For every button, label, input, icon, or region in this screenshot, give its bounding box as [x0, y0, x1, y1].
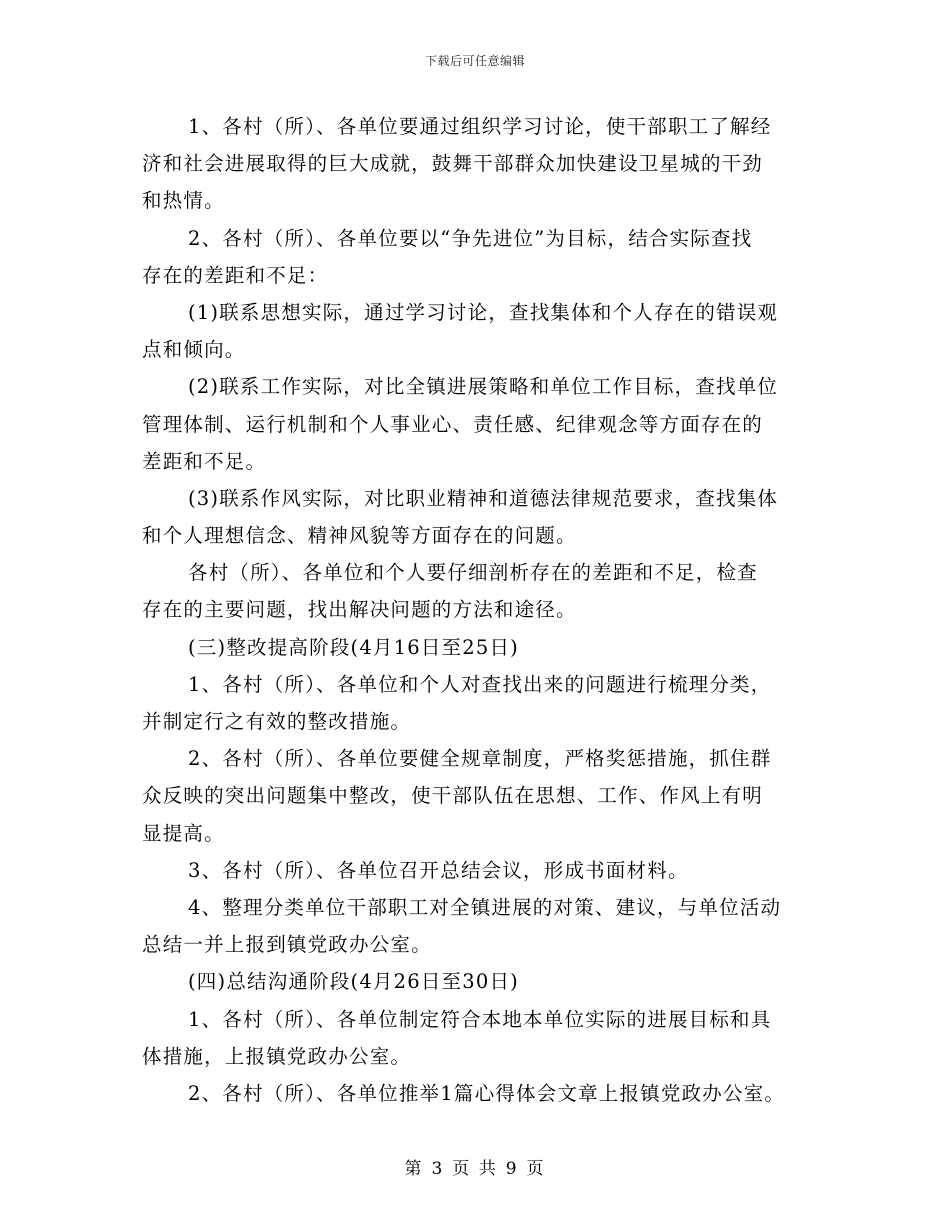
current-page-number: 3	[431, 1159, 445, 1179]
text-line: (3)联系作风实际，对比职业精神和道德法律规范要求，查找集体	[188, 486, 779, 510]
text-line: 1、各村（所）、各单位制定符合本地本单位实际的进展目标和具	[188, 1007, 772, 1031]
text-line: 体措施，上报镇党政办公室。	[142, 1044, 412, 1068]
page-header-note: 下载后可任意编辑	[424, 54, 525, 68]
text-line: 差距和不足。	[142, 449, 267, 473]
text-line: 2、各村（所）、各单位要健全规章制度，严格奖惩措施，抓住群	[188, 747, 772, 771]
text-line: 并制定行之有效的整改措施。	[142, 710, 412, 733]
footer-prefix: 第	[404, 1159, 424, 1179]
document-body	[142, 108, 822, 1112]
text-line: 点和倾向。	[142, 338, 246, 362]
text-line: (1)联系思想实际，通过学习讨论，查找集体和个人存在的错误观	[188, 300, 779, 324]
text-line: 总结一并上报到镇党政办公室。	[142, 933, 432, 957]
text-line: 管理体制、运行机制和个人事业心、责任感、纪律观念等方面存在的	[142, 412, 764, 436]
text-line: 和个人理想信念、精神风貌等方面存在的问题。	[142, 524, 577, 548]
section-heading: (四)总结沟通阶段(4月26日至30日)	[188, 970, 519, 994]
page-footer	[0, 1154, 950, 1179]
text-line: 显提高。	[142, 821, 225, 845]
footer-middle: 页 共	[452, 1159, 498, 1179]
text-line: 各村（所）、各单位和个人要仔细剖析存在的差距和不足，检查	[188, 561, 758, 585]
section-heading: (三)整改提高阶段(4月16日至25日)	[188, 635, 519, 659]
text-line: 存在的差距和不足：	[142, 263, 329, 287]
text-line: 济和社会进展取得的巨大成就，鼓舞干部群众加快建设卫星城的干劲	[142, 152, 764, 176]
text-line: 2、各村（所）、各单位推举1篇心得体会文章上报镇党政办公室。	[188, 1081, 786, 1105]
footer-suffix: 页	[526, 1159, 546, 1179]
text-line: 2、各村（所）、各单位要以“争先进位”为目标，结合实际查找	[188, 226, 753, 250]
text-line: 3、各村（所）、各单位召开总结会议，形成书面材料。	[188, 858, 689, 882]
text-line: 众反映的突出问题集中整改，使干部队伍在思想、工作、作风上有明	[142, 784, 764, 808]
text-line: 1、各村（所）、各单位和个人对查找出来的问题进行梳理分类，	[188, 672, 772, 696]
total-pages-number: 9	[505, 1159, 519, 1179]
text-line: 4、整理分类单位干部职工对全镇进展的对策、建议，与单位活动	[188, 895, 782, 919]
text-line: (2)联系工作实际，对比全镇进展策略和单位工作目标，查找单位	[188, 375, 779, 399]
text-line: 存在的主要问题，找出解决问题的方法和途径。	[142, 598, 577, 622]
text-line: 1、各村（所）、各单位要通过组织学习讨论，使干部职工了解经	[188, 115, 772, 138]
text-line: 和热情。	[142, 189, 225, 213]
